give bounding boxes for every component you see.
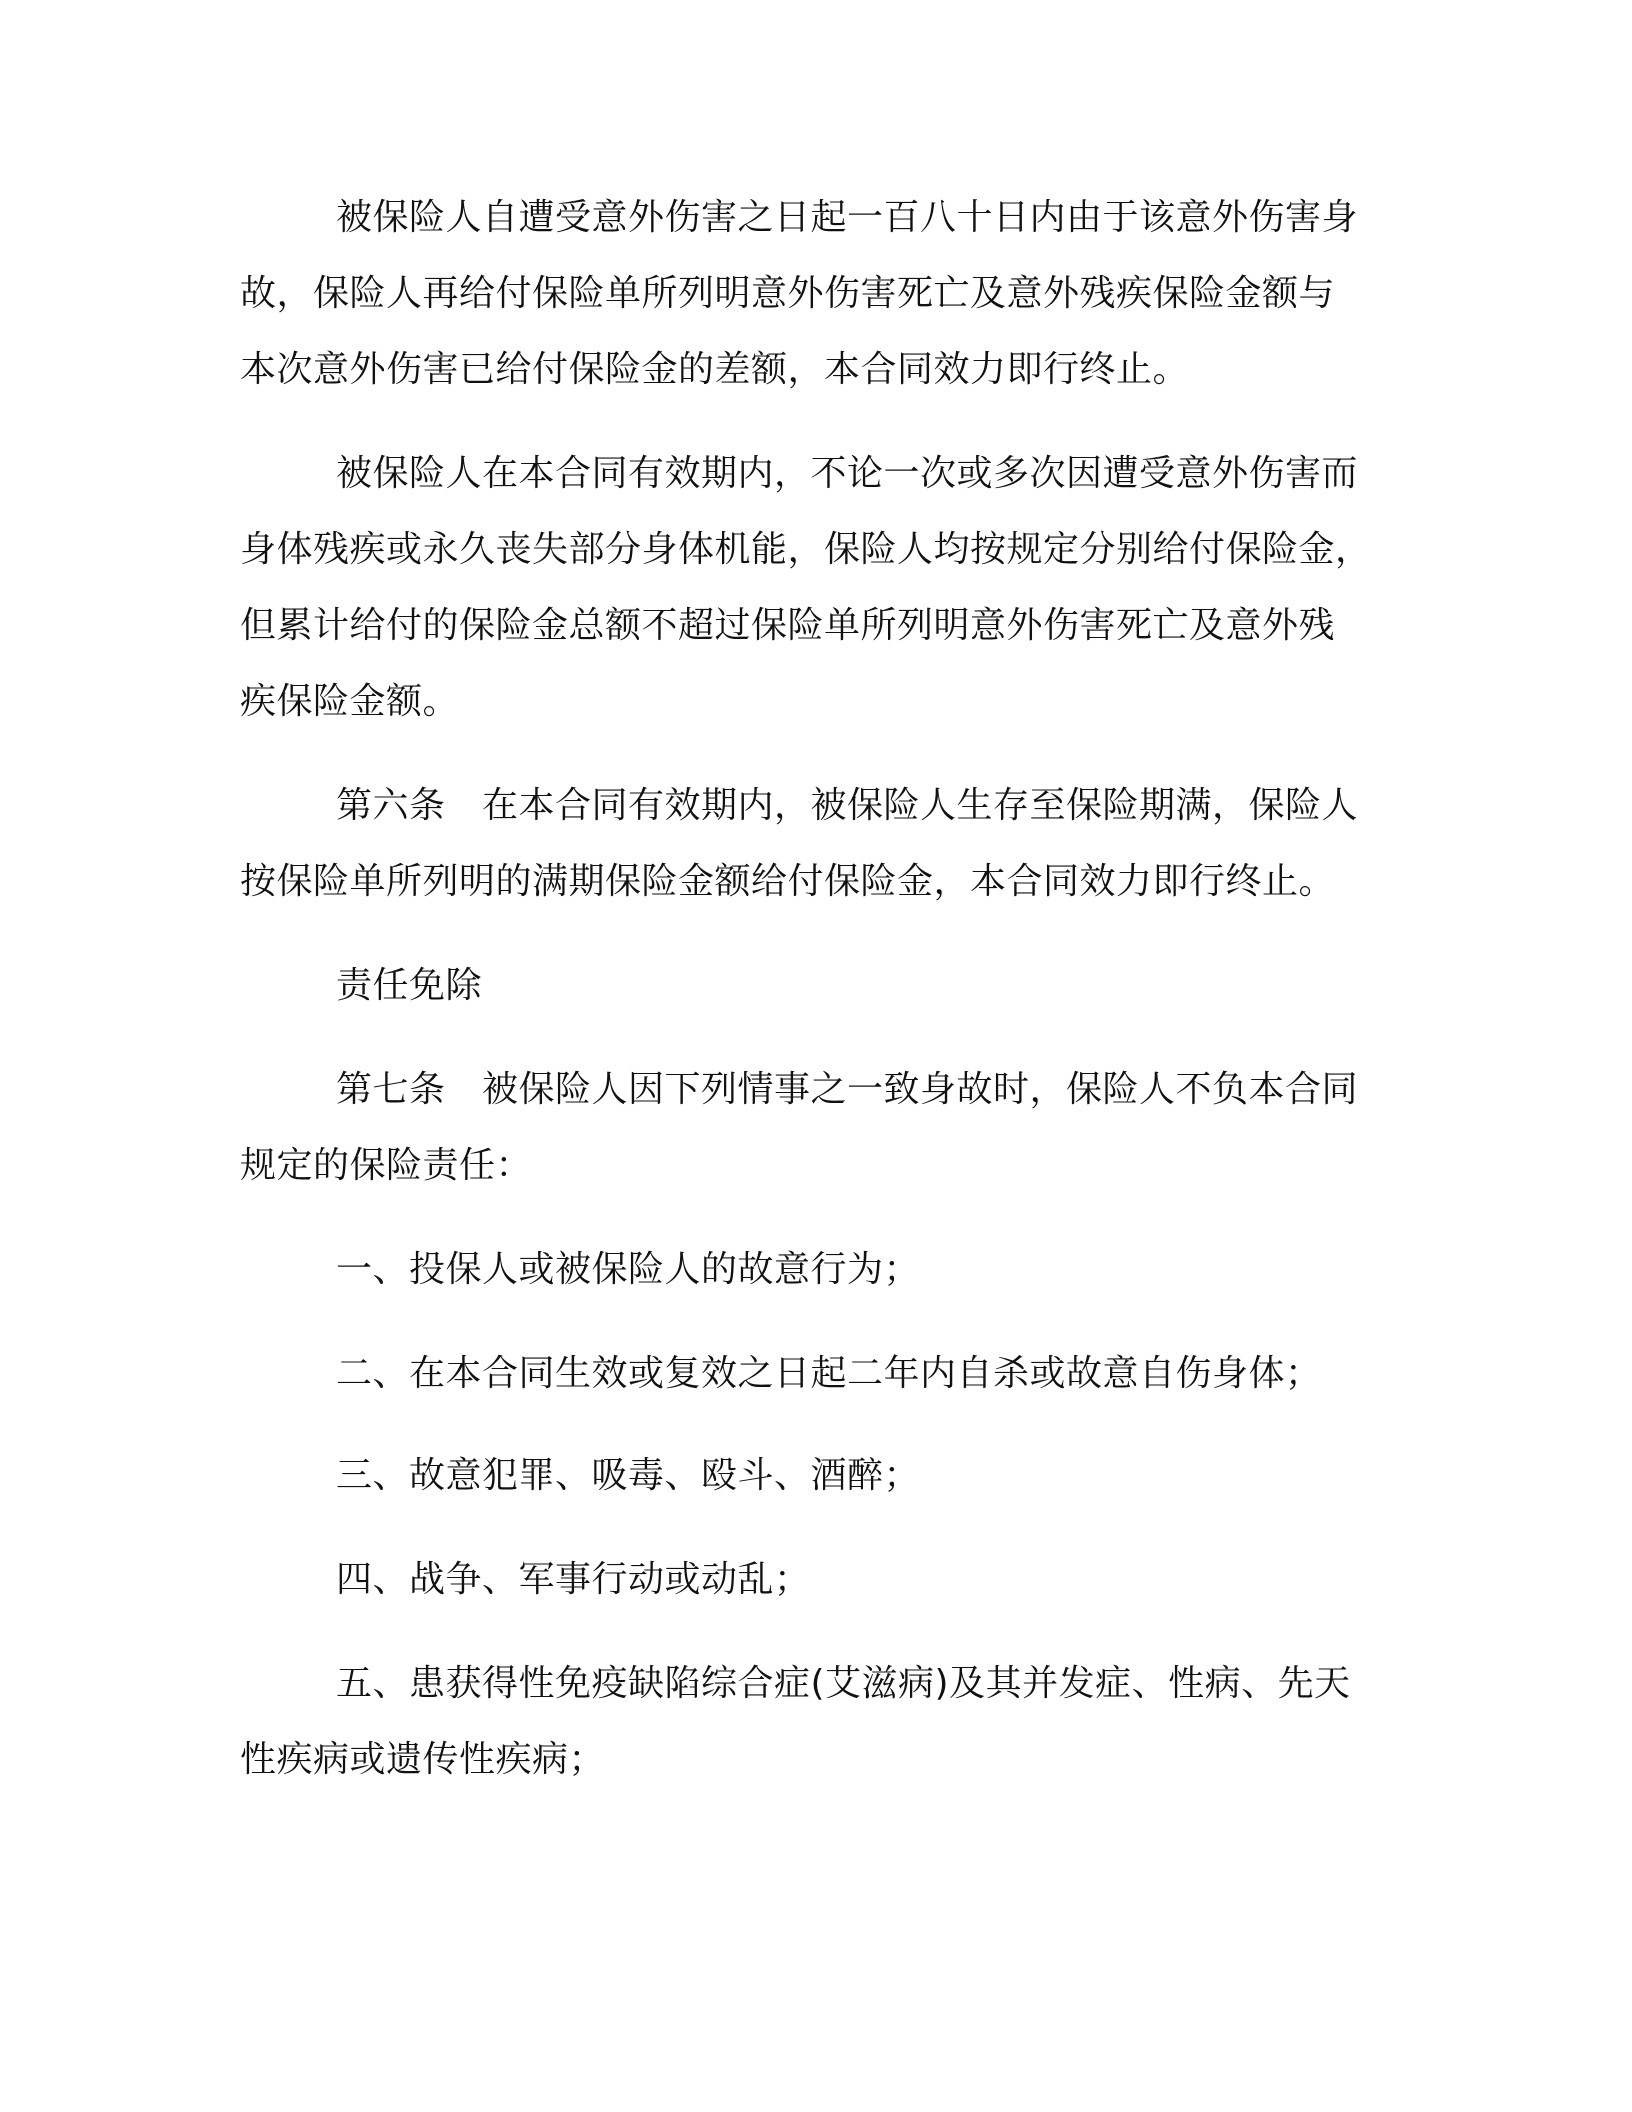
exclusion-item-4: 四、战争、军事行动或动乱； [336,1559,811,1600]
paragraph-2-line-4: 疾保险金额。 [240,681,460,722]
exclusion-item-2: 二、在本合同生效或复效之日起二年内自杀或故意自伤身体； [336,1353,1322,1394]
exclusion-item-3: 三、故意犯罪、吸毒、殴斗、酒醉； [336,1455,921,1496]
paragraph-1-line-3: 本次意外伤害已给付保险金的差额，本合同效力即行终止。 [240,349,1190,390]
exclusion-item-1: 一、投保人或被保险人的故意行为； [336,1249,921,1290]
exclusion-item-5-line-2: 性疾病或遗传性疾病； [240,1739,606,1780]
paragraph-2-line-1: 被保险人在本合同有效期内，不论一次或多次因遭受意外伤害而 [336,453,1359,494]
article-6-line-2: 按保险单所列明的满期保险金额给付保险金，本合同效力即行终止。 [240,861,1336,902]
article-6-line-1: 第六条 在本合同有效期内，被保险人生存至保险期满，保险人 [336,785,1359,826]
section-heading-exclusions: 责任免除 [336,965,483,1006]
paragraph-2-line-2: 身体残疾或永久丧失部分身体机能，保险人均按规定分别给付保险金， [240,529,1372,570]
paragraph-2-line-3: 但累计给付的保险金总额不超过保险单所列明意外伤害死亡及意外残 [240,605,1336,646]
paragraph-1-line-1: 被保险人自遭受意外伤害之日起一百八十日内由于该意外伤害身 [336,197,1359,238]
exclusion-item-5-line-1: 五、患获得性免疫缺陷综合症(艾滋病)及其并发症、性病、先天 [336,1663,1351,1704]
article-7-line-1: 第七条 被保险人因下列情事之一致身故时，保险人不负本合同 [336,1069,1359,1110]
paragraph-1-line-2: 故，保险人再给付保险单所列明意外伤害死亡及意外残疾保险金额与 [240,273,1336,314]
article-7-line-2: 规定的保险责任： [240,1145,533,1186]
